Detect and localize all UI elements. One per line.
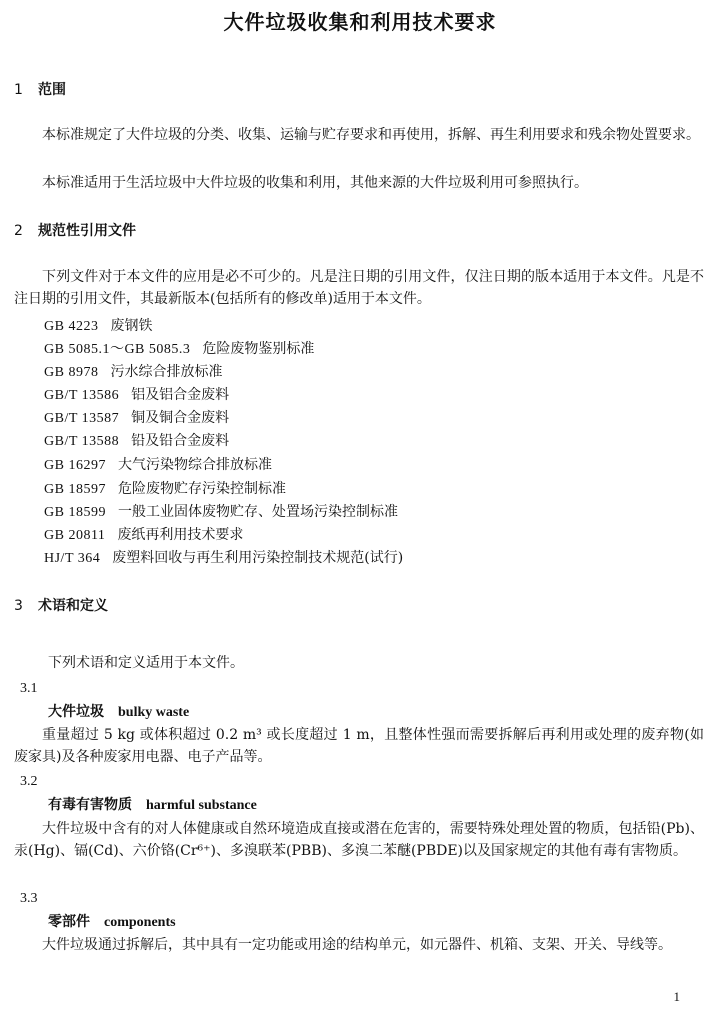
term-heading: [48, 702, 189, 723]
reference-title: 铝及铝合金废料: [131, 387, 230, 403]
reference-item: [44, 339, 314, 360]
reference-title: 废塑料回收与再生利用污染控制技术规范(试行): [112, 550, 404, 566]
section-1-number: 1: [14, 82, 23, 98]
reference-title: 污水综合排放标准: [110, 364, 223, 380]
term-heading: [48, 912, 176, 933]
reference-title: 危险废物鉴别标准: [202, 341, 315, 357]
reference-code: HJ/T 364: [44, 551, 101, 566]
reference-title: 危险废物贮存污染控制标准: [117, 481, 286, 497]
section-2-number: 2: [14, 223, 23, 239]
reference-code: GB/T 13586: [44, 388, 120, 403]
reference-title: 一般工业固体废物贮存、处置场污染控制标准: [117, 504, 398, 520]
section-3-title: 术语和定义: [38, 598, 108, 614]
reference-code: GB/T 13588: [44, 434, 120, 449]
reference-item: [44, 548, 403, 569]
reference-title: 铅及铅合金废料: [131, 433, 230, 449]
term-heading: [48, 795, 257, 816]
page-number: 1: [673, 989, 680, 1004]
section-1-title: 范围: [38, 82, 66, 98]
reference-item: [44, 525, 243, 546]
reference-title: 废纸再利用技术要求: [117, 527, 244, 543]
reference-item: [44, 385, 229, 406]
section-2-title: 规范性引用文件: [38, 223, 136, 239]
reference-code: GB 5085.1～GB 5085.3: [44, 342, 191, 357]
reference-code: GB 18599: [44, 505, 106, 520]
section-1-heading: [14, 80, 66, 100]
reference-code: GB 8978: [44, 365, 99, 380]
reference-item: [44, 316, 152, 337]
reference-title: 废钢铁: [110, 318, 153, 334]
term-zh: 零部件: [48, 914, 90, 930]
clause-number: 3.2: [20, 774, 38, 789]
section-1-paragraph-2: 本标准适用于生活垃圾中大件垃圾的收集和利用，其他来源的大件垃圾利用可参照执行。: [42, 175, 588, 191]
term-definition: 重量超过 5 kg 或体积超过 0.2 m³ 或长度超过 1 m，且整体性强而需要拆解后再利用或处理的废弃物(如废家具)及各种废家用电器、电子产品等。: [14, 727, 704, 765]
term-zh: 大件垃圾: [48, 704, 104, 720]
reference-item: [44, 431, 229, 452]
reference-code: GB/T 13587: [44, 411, 120, 426]
document-title: 大件垃圾收集和利用技术要求: [223, 10, 497, 34]
term-zh: 有毒有害物质: [48, 797, 132, 813]
reference-code: GB 4223: [44, 319, 99, 334]
section-3-number: 3: [14, 598, 23, 614]
term-en: harmful substance: [146, 798, 257, 813]
reference-code: GB 20811: [44, 528, 106, 543]
reference-code: GB 18597: [44, 482, 106, 497]
reference-code: GB 16297: [44, 458, 106, 473]
reference-item: [44, 408, 229, 429]
term-en: components: [104, 915, 176, 930]
reference-item: [44, 362, 222, 383]
section-3-intro: 下列术语和定义适用于本文件。: [48, 655, 244, 671]
reference-item: [44, 455, 272, 476]
clause-number: 3.1: [20, 681, 38, 696]
reference-title: 铜及铜合金废料: [131, 410, 230, 426]
term-en: bulky waste: [118, 705, 190, 720]
term-definition: 大件垃圾中含有的对人体健康或自然环境造成直接或潜在危害的，需要特殊处理处置的物质，包括铅(Pb)、汞(Hg)、镉(Cd)、六价铬(Cr⁶⁺)、多溴联苯(PBB)、多溴二苯醚(PBDE)以及国家规定的其他有毒有害物质。: [14, 821, 704, 859]
reference-title: 大气污染物综合排放标准: [117, 457, 272, 473]
section-2-intro: 下列文件对于本文件的应用是必不可少的。凡是注日期的引用文件，仅注日期的版本适用于本文件。凡是不注日期的引用文件，其最新版本(包括所有的修改单)适用于本文件。: [14, 269, 704, 307]
clause-number: 3.3: [20, 891, 38, 906]
term-definition: 大件垃圾通过拆解后，其中具有一定功能或用途的结构单元，如元器件、机箱、支架、开关、导线等。: [42, 937, 672, 953]
section-3-heading: [14, 596, 108, 616]
section-1-paragraph-1: 本标准规定了大件垃圾的分类、收集、运输与贮存要求和再使用，拆解、再生利用要求和残余物处置要求。: [42, 127, 700, 143]
reference-item: [44, 479, 286, 500]
section-2-heading: [14, 221, 136, 241]
reference-item: [44, 502, 398, 523]
